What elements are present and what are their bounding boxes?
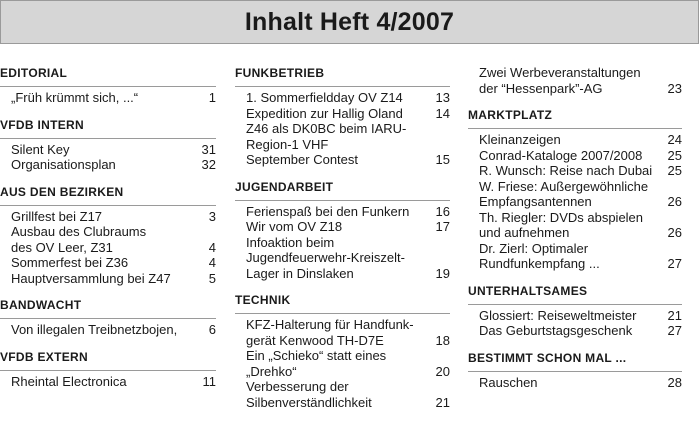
entry-page: 15 xyxy=(435,152,450,167)
toc-entry[interactable] xyxy=(235,379,450,410)
entry-page: 18 xyxy=(435,332,450,348)
section-continued xyxy=(468,65,682,96)
entry-page: 31 xyxy=(201,141,216,157)
toc-entry[interactable] xyxy=(0,271,216,287)
toc-entry[interactable] xyxy=(468,210,682,241)
toc-entry[interactable] xyxy=(468,308,682,324)
entry-title: R. Wunsch: Reise nach Dubai xyxy=(479,163,653,178)
entry-page: 20 xyxy=(435,363,450,379)
section-aus-den-bezirken xyxy=(0,179,216,287)
entry-page: 26 xyxy=(667,225,682,240)
entry-title: Zwei Werbeveranstaltungen der “Hessenpark”-AG xyxy=(479,65,641,96)
toc-entry[interactable] xyxy=(235,90,450,106)
entry-page: 11 xyxy=(202,373,216,389)
toc-entry[interactable] xyxy=(235,219,450,235)
toc-entry[interactable] xyxy=(0,209,216,225)
toc-entry[interactable] xyxy=(235,317,450,348)
entry-page: 1 xyxy=(208,90,216,105)
section-marktplatz xyxy=(468,102,682,272)
section-bandwacht xyxy=(0,292,216,338)
entry-title: Ein „Schieko“ statt eines „Drehko“ xyxy=(246,348,387,379)
column-left xyxy=(0,60,216,395)
toc-entry[interactable] xyxy=(0,255,216,271)
entry-title: Kleinanzeigen xyxy=(479,132,561,147)
section-heading: TECHNIK xyxy=(235,287,450,314)
entry-page: 25 xyxy=(667,147,682,163)
entry-page: 19 xyxy=(435,265,450,281)
section-vfdb-intern xyxy=(0,112,216,173)
section-bestimmt-schon-mal xyxy=(468,345,682,391)
toc-entry[interactable] xyxy=(0,142,216,158)
entry-page: 26 xyxy=(667,194,682,209)
entry-title: Verbesserung der Silbenverständlichkeit xyxy=(246,379,372,410)
section-heading: UNTERHALTSAMES xyxy=(468,278,682,305)
entry-title: „Früh krümmt sich, ...“ xyxy=(11,90,139,105)
toc-entry[interactable] xyxy=(468,65,682,96)
entry-title: Das Geburtstagsgeschenk xyxy=(479,323,633,338)
entry-page: 23 xyxy=(667,80,682,96)
toc-entry[interactable] xyxy=(0,157,216,173)
entry-page: 5 xyxy=(208,270,216,286)
entry-page: 32 xyxy=(201,157,216,172)
toc-entry[interactable] xyxy=(468,375,682,391)
section-heading: MARKTPLATZ xyxy=(468,102,682,129)
title-banner xyxy=(0,0,699,44)
section-heading: BANDWACHT xyxy=(0,292,216,319)
entry-page: 25 xyxy=(667,163,682,178)
entry-page: 14 xyxy=(435,105,450,121)
entry-title: W. Friese: Außergewöhnliche Empfangsantennen xyxy=(479,178,649,209)
entry-title: Rauschen xyxy=(479,374,538,390)
entry-page: 3 xyxy=(208,208,216,224)
entry-title: Ausbau des Clubraums des OV Leer, Z31 xyxy=(11,224,147,255)
toc-entry[interactable] xyxy=(0,374,216,390)
section-technik xyxy=(235,287,450,410)
entry-title: Dr. Zierl: Optimaler Rundfunkempfang ... xyxy=(479,240,600,271)
column-middle xyxy=(235,60,450,416)
toc-entry[interactable] xyxy=(468,179,682,210)
entry-title: Th. Riegler: DVDs abspielen und aufnehmen xyxy=(479,209,644,240)
entry-page: 24 xyxy=(667,132,682,147)
entry-title: Grillfest bei Z17 xyxy=(11,208,103,224)
toc-entry[interactable] xyxy=(468,148,682,164)
entry-page: 4 xyxy=(208,255,216,270)
entry-title: Ferienspaß bei den Funkern xyxy=(246,203,410,219)
entry-page: 16 xyxy=(435,203,450,219)
toc-entry[interactable] xyxy=(235,235,450,282)
entry-title: Expedition zur Hallig Oland Z46 als DK0BC beim IARU- Region-1 VHF September Contest xyxy=(246,105,407,167)
toc-entry[interactable] xyxy=(235,348,450,379)
entry-page: 4 xyxy=(208,239,216,255)
section-heading: JUGENDARBEIT xyxy=(235,174,450,201)
entry-page: 13 xyxy=(435,90,450,105)
toc-entry[interactable] xyxy=(468,163,682,179)
entry-title: Sommerfest bei Z36 xyxy=(11,255,129,270)
section-funkbetrieb xyxy=(235,60,450,168)
entry-title: Hauptversammlung bei Z47 xyxy=(11,270,171,286)
entry-title: Wir vom OV Z18 xyxy=(246,219,343,234)
section-heading: VFDB EXTERN xyxy=(0,344,216,371)
entry-page: 6 xyxy=(208,322,216,337)
section-editorial xyxy=(0,60,216,106)
toc-entry[interactable] xyxy=(468,241,682,272)
section-jugendarbeit xyxy=(235,174,450,282)
entry-page: 27 xyxy=(667,256,682,271)
entry-title: Glossiert: Reiseweltmeister xyxy=(479,307,637,323)
entry-page: 27 xyxy=(667,323,682,338)
section-heading: EDITORIAL xyxy=(0,60,216,87)
page-title: Inhalt Heft 4/2007 xyxy=(244,7,455,36)
toc-entry[interactable] xyxy=(468,323,682,339)
entry-title: Infoaktion beim Jugendfeuerwehr-Kreiszelt- Lager in Dinslaken xyxy=(246,234,405,281)
column-right xyxy=(468,60,682,396)
entry-title: 1. Sommerfieldday OV Z14 xyxy=(246,90,403,105)
section-heading: AUS DEN BEZIRKEN xyxy=(0,179,216,206)
toc-entry[interactable] xyxy=(468,132,682,148)
toc-entry[interactable] xyxy=(0,322,216,338)
entry-page: 21 xyxy=(435,394,450,410)
toc-entry[interactable] xyxy=(235,106,450,168)
entry-title: Silent Key xyxy=(11,141,70,157)
entry-title: Conrad-Kataloge 2007/2008 xyxy=(479,147,643,163)
entry-title: Von illegalen Treibnetzbojen, xyxy=(11,322,178,337)
section-heading: FUNKBETRIEB xyxy=(235,60,450,87)
entry-pages xyxy=(424,106,450,168)
section-heading: BESTIMMT SCHON MAL ... xyxy=(468,345,682,372)
section-vfdb-extern xyxy=(0,344,216,390)
toc-entry[interactable] xyxy=(0,90,216,106)
entry-page: 21 xyxy=(667,307,682,323)
section-unterhaltsames xyxy=(468,278,682,339)
toc-entry[interactable] xyxy=(235,204,450,220)
section-heading: VFDB INTERN xyxy=(0,112,216,139)
entry-title: Organisationsplan xyxy=(11,157,116,172)
entry-title: KFZ-Halterung für Handfunk- gerät Kenwood TH-D7E xyxy=(246,317,414,348)
entry-page: 17 xyxy=(435,219,450,234)
entry-title: Rheintal Electronica xyxy=(11,373,127,389)
toc-entry[interactable] xyxy=(0,224,216,255)
entry-page: 28 xyxy=(667,374,682,390)
